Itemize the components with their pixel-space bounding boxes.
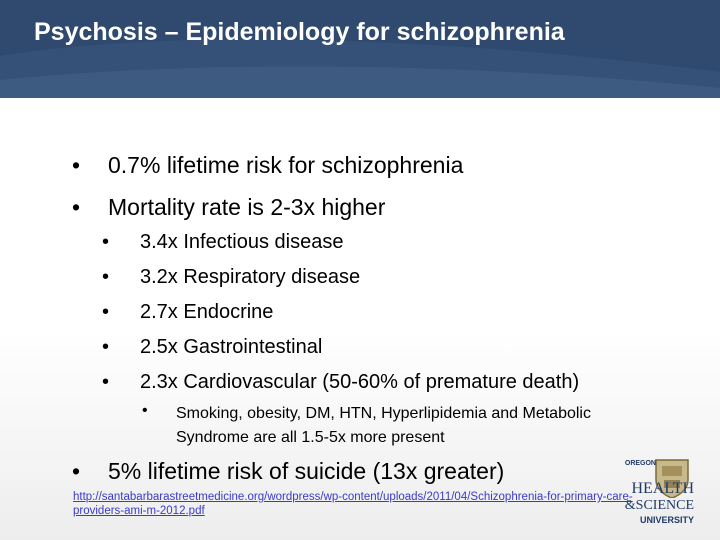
bullet-text: 2.3x Cardiovascular (50-60% of premature death) — [140, 371, 580, 393]
bullet-text: Mortality rate is 2-3x higher — [108, 194, 386, 220]
logo-line-health: HEALTH — [631, 480, 694, 497]
bullet-dot: • — [72, 194, 81, 220]
logo-line-university: UNIVERSITY — [639, 515, 694, 525]
bullet-dot: • — [102, 371, 110, 393]
bullet-text: 3.2x Respiratory disease — [140, 266, 361, 288]
bullet-dot: • — [102, 231, 110, 253]
source-link[interactable]: http://santabarbarastreetmedicine.org/wordpress/wp-content/uploads/2011/04/Schizophrenia-for-primary-care-providers-ami-m-2012.pdf — [73, 491, 633, 517]
bullet-text: 3.4x Infectious disease — [140, 231, 344, 253]
bullet-dot: • — [72, 458, 81, 484]
bullet-text: 2.5x Gastrointestinal — [140, 336, 323, 358]
ohsu-logo — [596, 458, 696, 528]
bullet-text: 0.7% lifetime risk for schizophrenia — [108, 152, 464, 178]
bullet-dot: • — [142, 402, 148, 419]
header-swoosh-graphic — [0, 0, 720, 98]
bullet-dot: • — [102, 336, 110, 358]
bullet-dot: • — [102, 266, 110, 288]
bullet-dot: • — [72, 152, 81, 178]
logo-line-oregon: OREGON — [624, 460, 656, 467]
bullet-text: Smoking, obesity, DM, HTN, Hyperlipidemia and Metabolic Syndrome are all 1.5-5x more present — [176, 405, 591, 446]
bullet-text: 5% lifetime risk of suicide (13x greater) — [108, 458, 505, 484]
bullet-text: 2.7x Endocrine — [140, 301, 274, 323]
bullet-dot: • — [102, 301, 110, 323]
slide-title: Psychosis – Epidemiology for schizophrenia — [34, 18, 565, 46]
title-bar — [0, 0, 720, 98]
logo-line-science: &SCIENCE — [624, 498, 694, 513]
